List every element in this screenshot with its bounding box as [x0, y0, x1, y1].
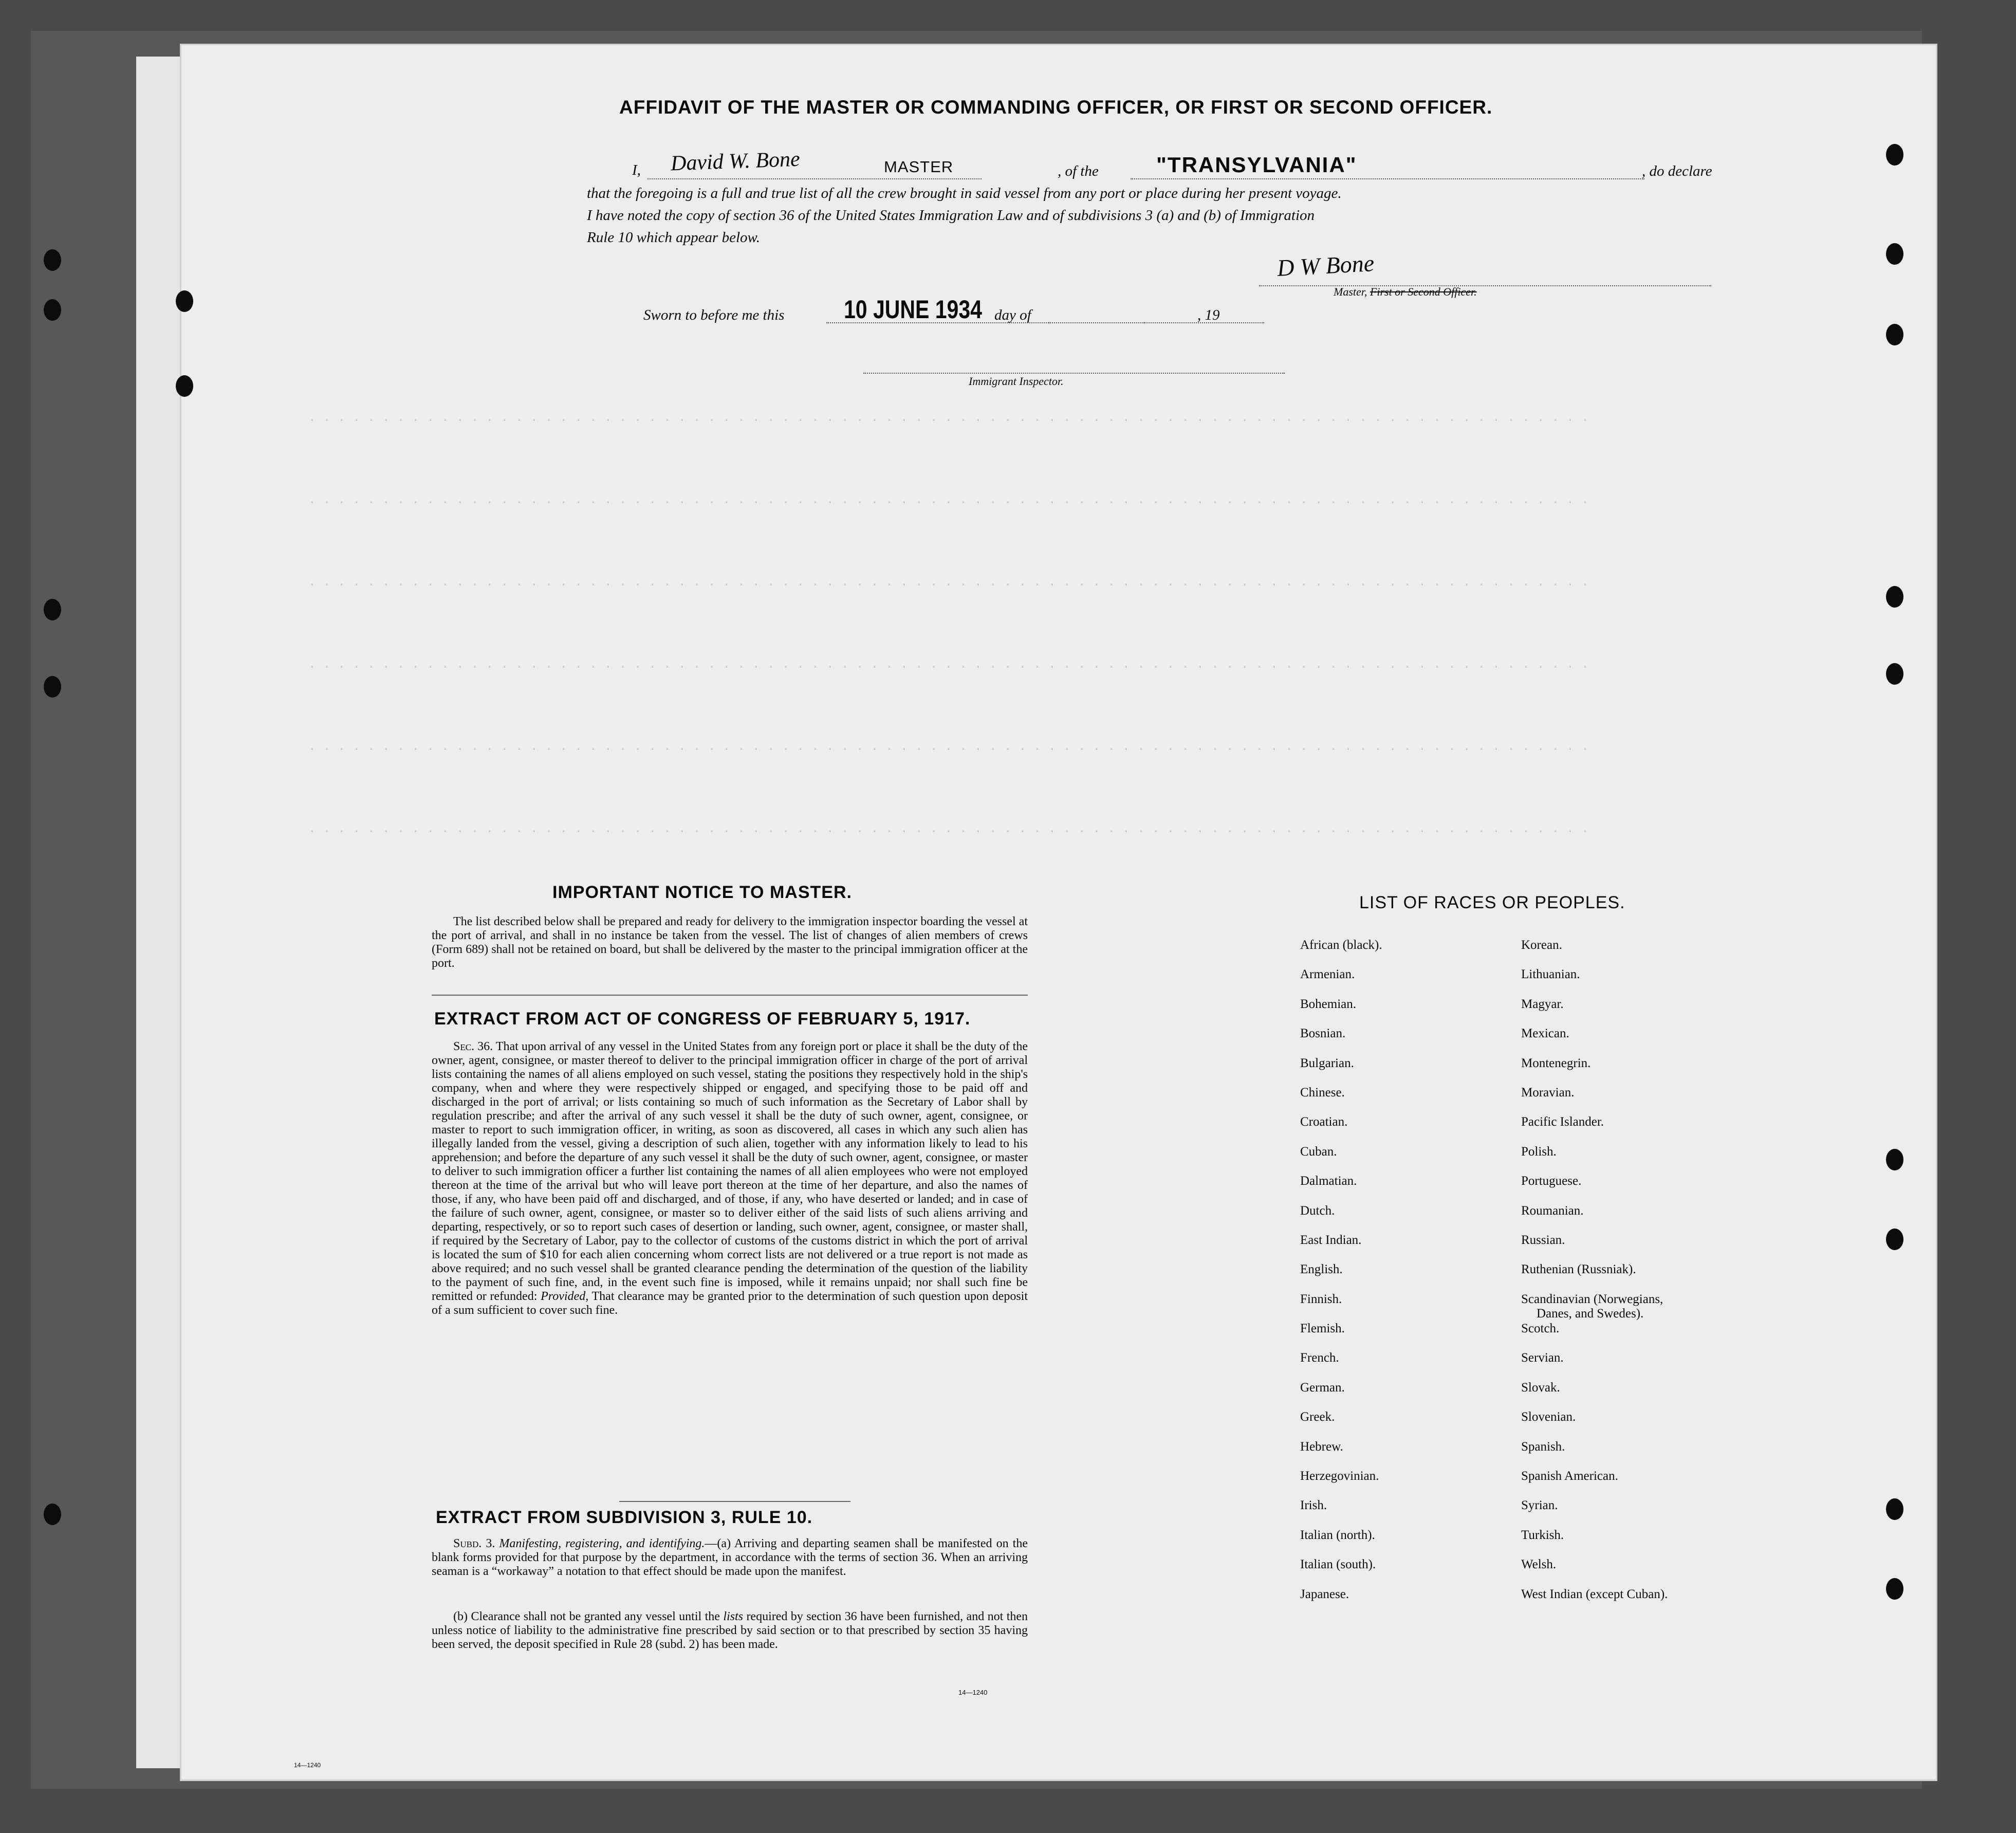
punch-hole — [44, 676, 61, 698]
section-36-body: That upon arrival of any vessel in the United States from any foreign port or place it shall be the duty of the owner, agent, consignee, or master thereof to deliver to the principal immigration officer in charge of the port of arrival lists containing the names of all aliens employed on such vessel, stating the positions they respectively hold in the ship's company, when and where they were respectively shipped or engaged, and specifying those to be paid off and discharged in the port of arrival; or lists containing so much of such information as the Secretary of Labor shall by regulation prescribe; and after the arrival of any such vessel it shall be the duty of such owner, agent, consignee, or master to report to such immigration officer, in writing, as soon as discovered, all cases in which any such alien has illegally landed from the vessel, giving a description of such alien, together with any information likely to lead to his apprehension; and before the departure of any such vessel it shall be the duty of such owner, agent, consignee, or master to deliver to such immigration officer a further list containing the names of all alien employees who were not employed thereon at the time of the arrival but who will leave port thereon at the time of her departure, and also the names of those, if any, who have been paid off and discharged, and of those, if any, who have deserted or landed; and in case of the failure of such owner, agent, consignee, or master so to deliver either of the said lists of such aliens arriving and departing, respectively, or so to report such cases of desertion or landing, such owner, agent, consignee, or master shall, if required by the Secretary of Labor, pay to the collector of customs of the customs district in which the port of arrival is located the sum of $10 for each alien concerning whom correct lists are not delivered or a true report is not made as above required; and no such vessel shall be granted clearance pending the determination of the question of the liability to the payment of such fine, and, in the event such fine is imposed, while it remains unpaid; nor shall such fine be remitted or refunded: — [432, 1040, 1028, 1303]
race-item: Finnish. — [1300, 1292, 1342, 1306]
day-of-label: day of — [994, 307, 1031, 323]
race-item: Herzegovinian. — [1300, 1469, 1379, 1483]
declaration-line-2: that the foregoing is a full and true list of all the crew brought in said vessel from any port or place during her present voyage. — [587, 185, 1342, 201]
section-divider — [432, 995, 1028, 996]
race-item: Pacific Islander. — [1521, 1115, 1604, 1129]
caption-master: Master, — [1334, 285, 1367, 298]
declaration-i: I, — [632, 162, 641, 178]
punch-hole — [1886, 243, 1903, 265]
races-title: LIST OF RACES OR PEOPLES. — [1359, 893, 1625, 912]
race-item: Italian (north). — [1300, 1528, 1375, 1542]
para-b-body: required by section 36 have been furnished, and not then unless notice of liability to the administrative fine prescribed by said section or to that prescribed by section 35 having been served, the deposit specified in Rule 28 (subd. 2) has been made. — [432, 1610, 1028, 1651]
sworn-label: Sworn to before me this — [643, 307, 785, 323]
race-item: Slovenian. — [1521, 1410, 1576, 1424]
race-item: French. — [1300, 1351, 1339, 1365]
race-item: Bohemian. — [1300, 997, 1357, 1011]
master-signature: D W Bone — [1276, 250, 1375, 281]
race-item: West Indian (except Cuban). — [1521, 1587, 1668, 1601]
race-item: Mexican. — [1521, 1027, 1569, 1041]
signer-name: David W. Bone — [670, 147, 801, 176]
punch-hole — [1886, 1578, 1903, 1600]
punch-hole — [1886, 1149, 1903, 1170]
subd-heading: Manifesting, registering, and identifying. — [499, 1537, 705, 1550]
rule-extract-title: EXTRACT FROM SUBDIVISION 3, RULE 10. — [436, 1508, 813, 1527]
month-line — [1048, 322, 1264, 323]
punch-hole — [176, 290, 193, 312]
race-item: Ruthenian (Russniak). — [1521, 1262, 1636, 1277]
section-36-end: That clearance may be granted prior to the determination of such question upon deposit of a sum sufficient to cover such fine. — [432, 1290, 1028, 1317]
race-item: Cuban. — [1300, 1144, 1337, 1159]
punch-hole — [1886, 663, 1903, 685]
rule-para-b — [432, 1610, 1028, 1652]
affidavit-heading: AFFIDAVIT OF THE MASTER OR COMMANDING OFFICER, OR FIRST OR SECOND OFFICER. — [619, 97, 1493, 118]
race-item: East Indian. — [1300, 1233, 1362, 1247]
race-item: English. — [1300, 1262, 1343, 1277]
form-number: 14—1240 — [958, 1689, 988, 1696]
race-item: Syrian. — [1521, 1498, 1558, 1513]
race-item: Polish. — [1521, 1144, 1557, 1159]
race-item: Irish. — [1300, 1498, 1327, 1513]
race-item: Slovak. — [1521, 1380, 1560, 1395]
race-item: Bulgarian. — [1300, 1056, 1354, 1070]
race-item: Croatian. — [1300, 1115, 1348, 1129]
race-item: Greek. — [1300, 1410, 1335, 1424]
race-item: Italian (south). — [1300, 1557, 1376, 1572]
punch-hole — [1886, 144, 1903, 166]
race-item — [1521, 1292, 1809, 1322]
section-36-label: Sec. 36. — [453, 1040, 493, 1053]
races-right-column — [1521, 938, 1809, 1617]
of-the-label: , of the — [1058, 163, 1099, 179]
declaration-line-4: Rule 10 which appear below. — [587, 229, 760, 246]
race-item: Magyar. — [1521, 997, 1564, 1011]
para-b-lists: lists — [723, 1610, 744, 1623]
subd-para-a: —(a) Arriving and departing seamen shall be manifested on the blank forms provided for that purpose by the department, in accordance with the terms of section 36. When an arriving seaman is a “workaway” a notation to that effect should be made upon the manifest. — [432, 1537, 1028, 1578]
race-item: Korean. — [1521, 938, 1562, 952]
inspector-line — [863, 373, 1285, 374]
act-extract-text — [432, 1040, 1028, 1317]
races-left-column — [1300, 938, 1526, 1617]
race-item: Montenegrin. — [1521, 1056, 1591, 1070]
name-line — [648, 178, 982, 179]
race-item: Moravian. — [1521, 1085, 1575, 1099]
vessel-line — [1131, 178, 1644, 179]
punch-hole — [44, 299, 61, 321]
race-scandinavian-cont: Danes, and Swedes). — [1537, 1306, 1644, 1321]
race-item: Scotch. — [1521, 1322, 1560, 1336]
race-item: Portuguese. — [1521, 1174, 1582, 1188]
race-item: Welsh. — [1521, 1557, 1557, 1572]
act-extract-title: EXTRACT FROM ACT OF CONGRESS OF FEBRUARY 5, 1917. — [434, 1009, 971, 1029]
race-item: Japanese. — [1300, 1587, 1349, 1601]
race-item: Lithuanian. — [1521, 967, 1580, 982]
race-item: Turkish. — [1521, 1528, 1564, 1542]
race-scandinavian: Scandinavian (Norwegians, — [1521, 1292, 1663, 1306]
rank-field: MASTER — [884, 158, 954, 176]
para-b-prefix: (b) Clearance shall not be granted any vessel until the — [453, 1610, 720, 1623]
punch-hole — [1886, 1498, 1903, 1520]
race-item: Dalmatian. — [1300, 1174, 1357, 1188]
race-item: Servian. — [1521, 1351, 1564, 1365]
race-item: Dutch. — [1300, 1203, 1335, 1218]
race-item: German. — [1300, 1380, 1345, 1395]
race-item: Bosnian. — [1300, 1027, 1346, 1041]
bottom-form-number: 14—1240 — [294, 1762, 321, 1769]
provided-word: Provided, — [541, 1290, 589, 1303]
punch-hole — [44, 249, 61, 271]
signature-line — [1259, 285, 1711, 286]
race-item: Flemish. — [1300, 1322, 1345, 1336]
date-stamp: 10 JUNE 1934 — [844, 295, 982, 324]
notice-title: IMPORTANT NOTICE TO MASTER. — [552, 883, 852, 902]
race-item: Armenian. — [1300, 967, 1355, 982]
punch-hole — [176, 375, 193, 397]
race-item: Spanish. — [1521, 1439, 1565, 1454]
race-item: Chinese. — [1300, 1085, 1345, 1099]
left-margin-strip — [136, 57, 183, 1768]
rule-para-a — [432, 1537, 1028, 1579]
declaration-line-3: I have noted the copy of section 36 of the United States Immigration Law and of subdivisions 3 (a) and (b) of Immigration — [587, 207, 1315, 224]
punch-hole — [1886, 1229, 1903, 1250]
vessel-name: "TRANSYLVANIA" — [1156, 153, 1357, 177]
punch-hole — [1886, 324, 1903, 345]
race-item: Russian. — [1521, 1233, 1565, 1247]
punch-hole — [44, 599, 61, 620]
manifest-page: · · · · · · · · · · · · · · · · · · · · · · · · · · · · · · · · · · · · · · · · · · · · · · · · · · · · · · · · · · · · · · · · · · · · · · · · · · · · · · · · · · · · · · · · · · · · · · · · · · · · · · · · · · · · · · · · · · · · · · · · · · · · · · · · · · · · · · · · · · · · · · · · · · · · · · · · · · · · · · · · · · · · · · · · · · · · · · · · · · · · · · · · · · · · · · · · · · · · · · · · · · · · · · · · · · · · · · · · · · · · · · · · · · · · · · · · · · · · · · · · · · · · · · · · · · · · · · · · · · · · · · · · · · · · · · · · · · · · · · · · · · · · · · · · · · · · · · · · · · · · · · · · · · · · · · · · · · · · · · · · · · · · · · · · · · · · · · · · · · · · · · · · · · · · · · · · · · · · · · · · · · · · · · · · · · · · · · · · · · · · · · · · · · · · · · · · · · · · · · · · · · · · · · · · · · · · · · · · · · · · · · · · · · · · · · · · · · · · · · · · · · · · · · · · · · · · · · · · · · · · · · · · · · · · · · · · · · · · · · · · · · · · · · · · · · · · · · · · · · · · · · · · · · · · · · · · · · · · · · · · · · AFFIDAVIT OF THE MASTER OR COMMANDING OFFICER, OR FIRST OR SECOND OFFICER. I, David W. Bone MASTER , of the "TRANSYLVANIA" , do declare that the foregoing is a full and true list of all the crew brought in said vessel from any port or place during her present voyage. I have noted the copy of section 36 of the United States Immigration Law and of subdivisions 3 (a) and (b) of Immigration Rule 10 which appear below. D W Bone Master, First or Second Officer. Sworn to before me this 10 JUNE 1934 day of , 19 Immigrant Inspector. IMPORTANT NOTICE TO MASTER. The list described below shall be prepared and ready for delivery to the immigration inspector boarding the vessel at the port of arrival, and shall in no instance be taken from the vessel. The list of changes of alien members of crews (Form 689) shall not be retained on board, but shall be delivered by the master to the principal immigration officer at the port. EXTRACT FROM ACT OF CONGRESS OF FEBRUARY 5, 1917. Sec. 36. That upon arrival of any vessel in the United States from any foreign port or place it shall be the duty of the owner, agent, consignee, or master thereof to deliver to the principal immigration officer in charge of the port of arrival lists containing the names of all aliens employed on such vessel, stating the positions they respectively hold in the ship's company, when and where they were respectively shipped or engaged, and specifying those to be paid off and discharged in the port of arrival; or lists containing so much of such information as the Secretary of Labor shall by regulation prescribe; and after the arrival of any such vessel it shall be the duty of such owner, agent, consignee, or master to report to such immigration officer, in writing, as soon as discovered, all cases in which any such alien has illegally landed from the vessel, giving a description of such alien, together with any information likely to lead to his apprehension; and before the departure of any such vessel it shall be the duty of such owner, agent, consignee, or master to deliver to such immigration officer a further list containing the names of all alien employees who were not employed thereon at the time of the arrival but who will leave port thereon at the time of her departure, and also the names of those, if any, who have been paid off and discharged, and of those, if any, who have deserted or landed; and in case of the failure of such owner, agent, consignee, or master so to deliver either of the said lists of such aliens arriving and departing, respectively, or so to report such cases of desertion or landing, such owner, agent, consignee, or master shall, if required by the Secretary of Labor, pay to the collector of customs of the customs district in which the port of arrival is located the sum of $10 for each alien concerning whom correct lists are not delivered or a true report is not made as above required; and no such vessel shall be granted clearance pending the determination of the question of the liability to the payment of such fine, and, in the event such fine is imposed, while it remains unpaid; nor shall such fine be remitted or refunded: Provided, That clearance may be granted prior to the determination of such question upon deposit of a sum sufficient to cover such fine. EXTRACT FROM SUBDIVISION 3, RULE 10. Subd. 3. Manifesting, registering, and identifying.—(a) Arriving and departing seamen shall be manifested on the blank forms provided for that purpose by the department, in accordance with the terms of section 36. When an arriving seaman is a “workaway” a notation to that effect should be made upon the manifest. (b) Clearance shall not be granted any vessel until the lists required by section 36 have been furnished, and not then unless notice of liability to the administrative fine prescribed by said section or to that prescribed by section 35 having been served, the deposit specified in Rule 28 (subd. 2) has been made. 14—1240 LIST OF RACES OR PEOPLES. African (black). Armenian. Bohemian. Bosnian. Bulgarian. Chinese. Croatian. Cuban. Dalmatian. Dutch. East Indian. English. Finnish. Flemish. French. German. Greek. Hebrew. Herzegovinian. Irish. Italian (north). Italian (south). Japanese. Korean. Lithuanian. Magyar. Mexican. Montenegrin. Moravian. Pacific Islander. Polish. Portuguese. Roumanian. Russian. Ruthenian (Russniak). Scandinavian (Norwegians, Danes, and Swedes). Scotch. Servian. Slovak. Slovenian. Spanish. Spanish American. Syrian. Turkish. Welsh. West Indian (except Cuban). 14—1240 — [180, 44, 1937, 1781]
notice-text: The list described below shall be prepared and ready for delivery to the immigration inspector boarding the vessel at the port of arrival, and shall in no instance be taken from the vessel. The list of changes of alien members of crews (Form 689) shall not be retained on board, but shall be delivered by the master to the principal immigration officer at the port. — [432, 915, 1028, 970]
race-item: Roumanian. — [1521, 1203, 1584, 1218]
race-item: Spanish American. — [1521, 1469, 1618, 1483]
subd-label: Subd. 3. — [453, 1537, 495, 1550]
year-label: , 19 — [1197, 307, 1220, 323]
do-declare-label: , do declare — [1642, 163, 1712, 179]
signature-caption — [1334, 285, 1477, 299]
short-divider — [619, 1501, 850, 1502]
inspector-caption: Immigrant Inspector. — [969, 375, 1064, 388]
punch-hole — [1886, 586, 1903, 608]
punch-hole — [44, 1504, 61, 1525]
race-item: African (black). — [1300, 938, 1382, 952]
race-item: Hebrew. — [1300, 1439, 1343, 1454]
caption-struck-officer: First or Second Officer. — [1370, 285, 1477, 298]
